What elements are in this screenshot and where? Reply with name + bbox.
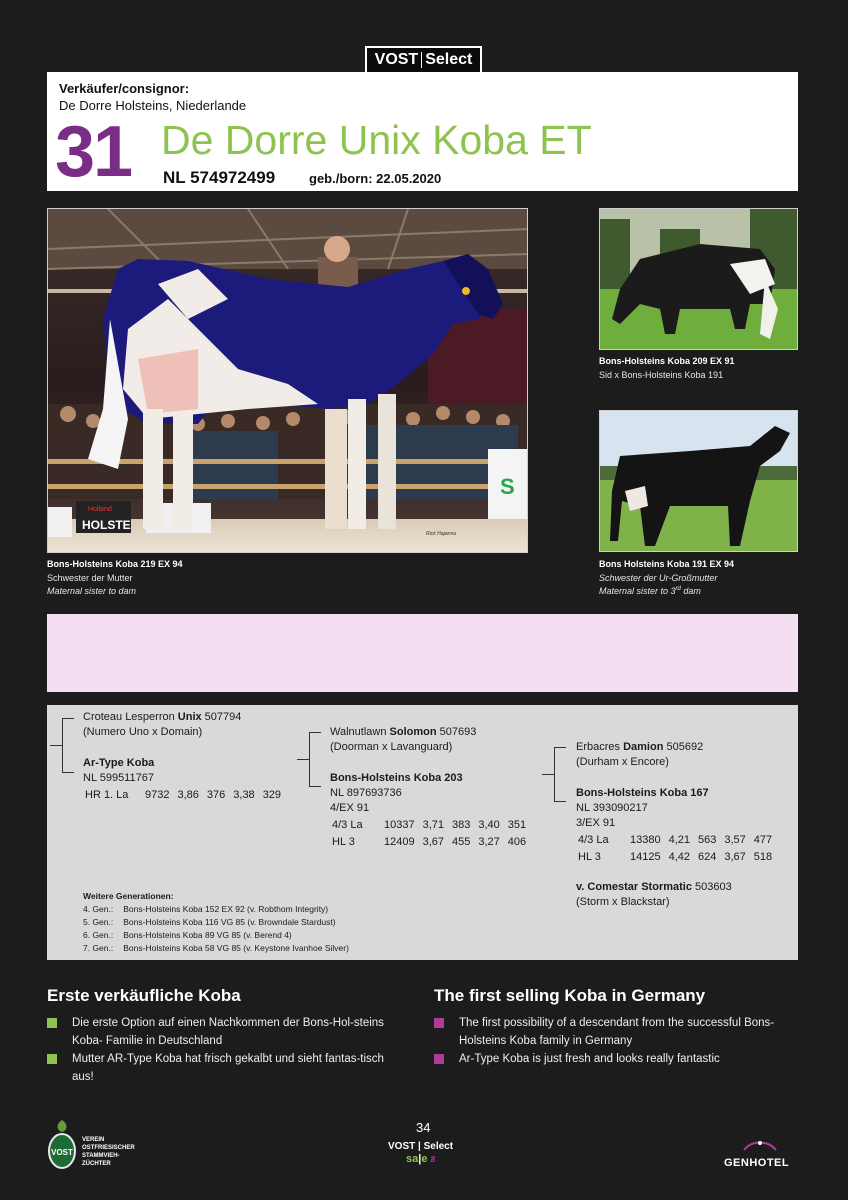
german-title: Erste verkäufliche Koba — [47, 986, 241, 1005]
show-ring-image — [48, 209, 528, 553]
highlight-box — [47, 614, 798, 692]
genhotel-text: GENHOTEL — [724, 1157, 790, 1169]
lot-header — [47, 72, 798, 191]
english-title: The first selling Koba in Germany — [434, 986, 706, 1005]
granddam-records — [330, 816, 534, 852]
granddam-record-row: 4/3 La 10337 3,71 383 3,40 351 — [332, 819, 527, 831]
dam-records — [83, 786, 289, 805]
dam-record-row: HR 1. La 9732 3,86 376 3,38 329 — [85, 789, 282, 801]
animal-name: De Dorre Unix Koba ET — [161, 117, 592, 163]
svg-text:S: S — [500, 474, 515, 499]
great-grandsire-of-granddam: v. Comestar Stormatic 503603 — [576, 881, 732, 893]
registration-number: NL 574972499 — [163, 168, 276, 187]
granddam-name: Bons-Holsteins Koba 203 — [330, 772, 463, 784]
dam-reg: NL 599511767 — [83, 772, 154, 784]
english-bullet: Ar-Type Koba is just fresh and looks really fantastic — [434, 1050, 798, 1068]
main-photo-title: Bons-Holsteins Koba 219 EX 94 — [47, 559, 183, 569]
page-number: 34 — [416, 1120, 431, 1135]
great-granddam-record-row: HL 3 14125 4,42 624 3,67 518 — [578, 851, 773, 863]
purple-bullet-icon — [434, 1018, 444, 1028]
main-photo-line1: Schwester der Mutter — [47, 573, 133, 583]
maternal-grandsire-parents: (Doorman x Lavanguard) — [330, 741, 453, 753]
top-right-photo-line1: Sid x Bons-Holsteins Koba 191 — [599, 370, 724, 380]
further-generations-title: Weitere Generationen: — [83, 891, 174, 901]
birth-date: geb./born: 22.05.2020 — [309, 171, 442, 186]
further-generations — [81, 902, 359, 956]
further-generation-row: 7. Gen.: Bons-Holsteins Koba 58 VG 85 (v. Keystone Ivanhoe Silver) — [83, 943, 349, 953]
sire-parents: (Numero Uno x Domain) — [83, 726, 203, 738]
further-generation-row: 6. Gen.: Bons-Holsteins Koba 89 VG 85 (v. Berend 4) — [83, 930, 292, 940]
logo-vost: VOST — [374, 51, 419, 68]
english-bullet: The first possibility of a descendant from the successful Bons-Holsteins Koba family in Germany — [434, 1014, 798, 1050]
great-granddam-records — [576, 831, 780, 867]
bottom-right-photo-line2: Maternal sister to 3rd dam — [599, 586, 701, 596]
vos-association-text: VEREIN OSTFRIESISCHER STAMMVIEH- ZÜCHTER — [82, 1137, 135, 1167]
dam-name: Ar-Type Koba — [83, 757, 155, 769]
purple-bullet-icon — [434, 1054, 444, 1064]
bottom-right-photo-line1: Schwester der Ur-Großmutter — [599, 573, 718, 583]
logo-select: Select — [425, 51, 473, 68]
further-generation-row: 5. Gen.: Bons-Holsteins Koba 116 VG 85 (v. Browndale Stardust) — [83, 917, 336, 927]
field-image — [600, 411, 798, 552]
maternal-grandsire: Walnutlawn Solomon 507693 — [330, 726, 477, 738]
vos-badge-icon — [47, 1118, 77, 1170]
top-right-photo-title: Bons-Holsteins Koba 209 EX 91 — [599, 356, 735, 366]
german-bullets — [47, 1014, 407, 1086]
german-bullet: Die erste Option auf einen Nachkommen der Bons-Hol-steins Koba- Familie in Deutschland — [47, 1014, 407, 1050]
great-granddam-reg: NL 393090217 — [576, 802, 648, 814]
top-right-cow-photo — [599, 208, 798, 350]
photo-credit: Rick Hapema — [426, 531, 457, 537]
great-granddam-name: Bons-Holsteins Koba 167 — [576, 787, 709, 799]
great-granddam-record-row: 4/3 La 13380 4,21 563 3,57 477 — [578, 834, 773, 846]
main-cow-photo — [47, 208, 528, 553]
maternal-great-grandsire-parents: (Durham x Encore) — [576, 756, 669, 768]
english-bullets — [434, 1014, 798, 1068]
main-photo-line2: Maternal sister to dam — [47, 586, 137, 596]
lot-number: 31 — [55, 112, 132, 192]
genhotel-mark-icon — [724, 1138, 798, 1152]
bottom-right-cow-photo — [599, 410, 798, 552]
green-bullet-icon — [47, 1018, 57, 1028]
green-bullet-icon — [47, 1054, 57, 1064]
genhotel-logo — [724, 1138, 798, 1169]
vos-badge-text: VOST — [51, 1148, 73, 1157]
footer-vost-logo: VOST | Select sa|e 8 — [388, 1141, 454, 1165]
bottom-right-photo-title: Bons Holsteins Koba 191 EX 94 — [599, 559, 735, 569]
banner-holland: Holland — [88, 506, 112, 513]
granddam-reg: NL 897693736 — [330, 787, 402, 799]
german-bullet: Mutter AR-Type Koba hat frisch gekalbt und sieht fantas-tisch aus! — [47, 1050, 407, 1086]
sire: Croteau Lesperron Unix 507794 — [83, 711, 242, 723]
granddam-record-row: HL 3 12409 3,67 455 3,27 406 — [332, 836, 527, 848]
consignor-label: Verkäufer/consignor: — [59, 81, 190, 96]
consignor-name: De Dorre Holsteins, Niederlande — [59, 98, 247, 113]
further-generation-row: 4. Gen.: Bons-Holsteins Koba 152 EX 92 (v. Robthom Integrity) — [83, 904, 329, 914]
maternal-great-grandsire: Erbacres Damion 505692 — [576, 741, 704, 753]
great-granddam-class: 3/EX 91 — [576, 817, 616, 829]
banner-holste: HOLSTE — [82, 518, 131, 532]
great-grandsire-of-granddam-parents: (Storm x Blackstar) — [576, 896, 670, 908]
pedigree-panel — [47, 705, 798, 960]
granddam-class: 4/EX 91 — [330, 802, 370, 814]
pasture-image — [600, 209, 798, 350]
